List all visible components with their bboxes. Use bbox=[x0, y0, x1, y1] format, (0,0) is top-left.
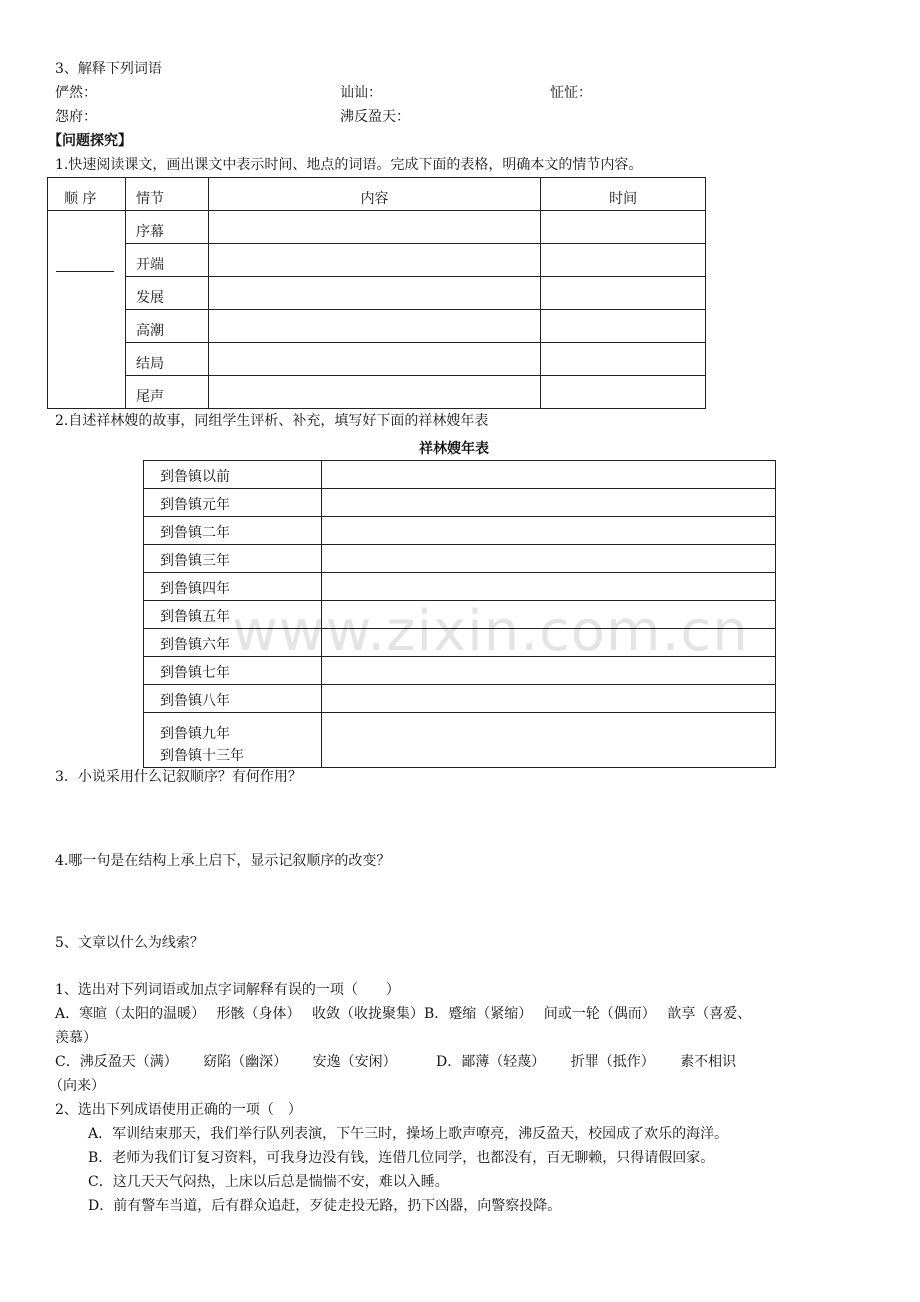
time-cell[interactable] bbox=[541, 244, 706, 277]
term-feifanyingtian: 沸反盈天： bbox=[340, 109, 410, 125]
exercise-1-line: C．沸反盈天（满） 窈陷（幽深） 安逸（安闲） D．鄙薄（轻蔑） 折罪（抵作） 素不相识 bbox=[55, 1054, 737, 1070]
timeline-label: 到鲁镇六年 bbox=[144, 629, 322, 657]
plot-cell: 开端 bbox=[125, 244, 208, 277]
time-cell[interactable] bbox=[541, 310, 706, 343]
timeline-answer-cell[interactable] bbox=[321, 545, 775, 573]
content-cell[interactable] bbox=[208, 376, 540, 409]
header-content: 内容 bbox=[208, 178, 540, 211]
plot-cell: 序幕 bbox=[125, 211, 208, 244]
time-cell[interactable] bbox=[541, 376, 706, 409]
plot-cell: 结局 bbox=[125, 343, 208, 376]
timeline-title: 祥林嫂年表 bbox=[419, 441, 489, 457]
timeline-answer-cell[interactable] bbox=[321, 489, 775, 517]
timeline-answer-cell[interactable] bbox=[321, 461, 775, 489]
exercise-2-option: C．这几天天气闷热，上床以后总是惴惴不安，难以入睡。 bbox=[88, 1174, 449, 1190]
timeline-label: 到鲁镇三年 bbox=[144, 545, 322, 573]
order-blank-cell[interactable] bbox=[48, 211, 126, 409]
plot-cell: 尾声 bbox=[125, 376, 208, 409]
exercise-1-stem: 1、选出对下列词语或加点字词解释有误的一项（ ） bbox=[55, 982, 400, 998]
question-3: 3．小说采用什么记叙顺序？有何作用？ bbox=[55, 769, 302, 785]
timeline-label: 到鲁镇七年 bbox=[144, 657, 322, 685]
plot-cell: 高潮 bbox=[125, 310, 208, 343]
timeline-label: 到鲁镇八年 bbox=[144, 685, 322, 713]
order-blank-line bbox=[56, 261, 125, 275]
term-yanran: 俨然： bbox=[55, 85, 97, 101]
content-cell[interactable] bbox=[208, 211, 540, 244]
content-cell[interactable] bbox=[208, 310, 540, 343]
content-cell[interactable] bbox=[208, 277, 540, 310]
plot-table bbox=[47, 177, 706, 409]
timeline-answer-cell[interactable] bbox=[321, 517, 775, 545]
exercise-1-line: A．寒暄（太阳的温暖） 形骸（身体） 收敛（收拢聚集）B．蹙缩（紧缩） 间或一轮（偶而） 歆享（喜爱、 bbox=[55, 1006, 752, 1022]
question-5: 5、文章以什么为线索？ bbox=[55, 935, 204, 951]
timeline-label: 到鲁镇九年 到鲁镇十三年 bbox=[144, 713, 322, 768]
header-plot: 情节 bbox=[125, 178, 208, 211]
timeline-label: 到鲁镇五年 bbox=[144, 601, 322, 629]
inquiry-heading: 【问题探究】 bbox=[48, 133, 132, 149]
time-cell[interactable] bbox=[541, 211, 706, 244]
content-cell[interactable] bbox=[208, 343, 540, 376]
exercise-2-option: D．前有警车当道，后有群众追赶，歹徒走投无路，扔下凶器，向警察投降。 bbox=[88, 1198, 562, 1214]
exercise-2-stem: 2、选出下列成语使用正确的一项（ ） bbox=[55, 1102, 302, 1118]
header-order: 顺 序 bbox=[48, 178, 126, 211]
exercise-1-line: （向来） bbox=[49, 1078, 105, 1094]
content-cell[interactable] bbox=[208, 244, 540, 277]
term-zhengzheng: 怔怔： bbox=[550, 85, 592, 101]
time-cell[interactable] bbox=[541, 277, 706, 310]
question-1: 1.快速阅读课文，画出课文中表示时间、地点的词语。完成下面的表格，明确本文的情节内容。 bbox=[55, 157, 643, 173]
timeline-answer-cell[interactable] bbox=[321, 573, 775, 601]
exercise-1-line: 羡慕） bbox=[55, 1030, 97, 1046]
timeline-label: 到鲁镇二年 bbox=[144, 517, 322, 545]
time-cell[interactable] bbox=[541, 343, 706, 376]
header-time: 时间 bbox=[541, 178, 706, 211]
timeline-label: 到鲁镇以前 bbox=[144, 461, 322, 489]
watermark: www.zixin.com.cn bbox=[232, 599, 749, 664]
timeline-label: 到鲁镇四年 bbox=[144, 573, 322, 601]
term-yuanfu: 怨府： bbox=[55, 109, 97, 125]
question-2: 2.自述祥林嫂的故事，同组学生评析、补充，填写好下面的祥林嫂年表 bbox=[55, 413, 489, 429]
timeline-answer-cell[interactable] bbox=[321, 713, 775, 768]
exercise-2-option: A．军训结束那天，我们举行队列表演，下午三时，操场上歌声嘹亮，沸反盈天，校园成了欢乐的海洋。 bbox=[88, 1126, 729, 1142]
term-shanshan: 讪讪： bbox=[340, 85, 382, 101]
plot-cell: 发展 bbox=[125, 277, 208, 310]
question-4: 4.哪一句是在结构上承上启下，显示记叙顺序的改变？ bbox=[55, 853, 391, 869]
exercise-2-option: B．老师为我们订复习资料，可我身边没有钱，连借几位同学，也都没有，百无聊赖，只得请假回家。 bbox=[88, 1150, 715, 1166]
timeline-label: 到鲁镇元年 bbox=[144, 489, 322, 517]
timeline-answer-cell[interactable] bbox=[321, 685, 775, 713]
section-3-title: 3、解释下列词语 bbox=[55, 61, 162, 77]
